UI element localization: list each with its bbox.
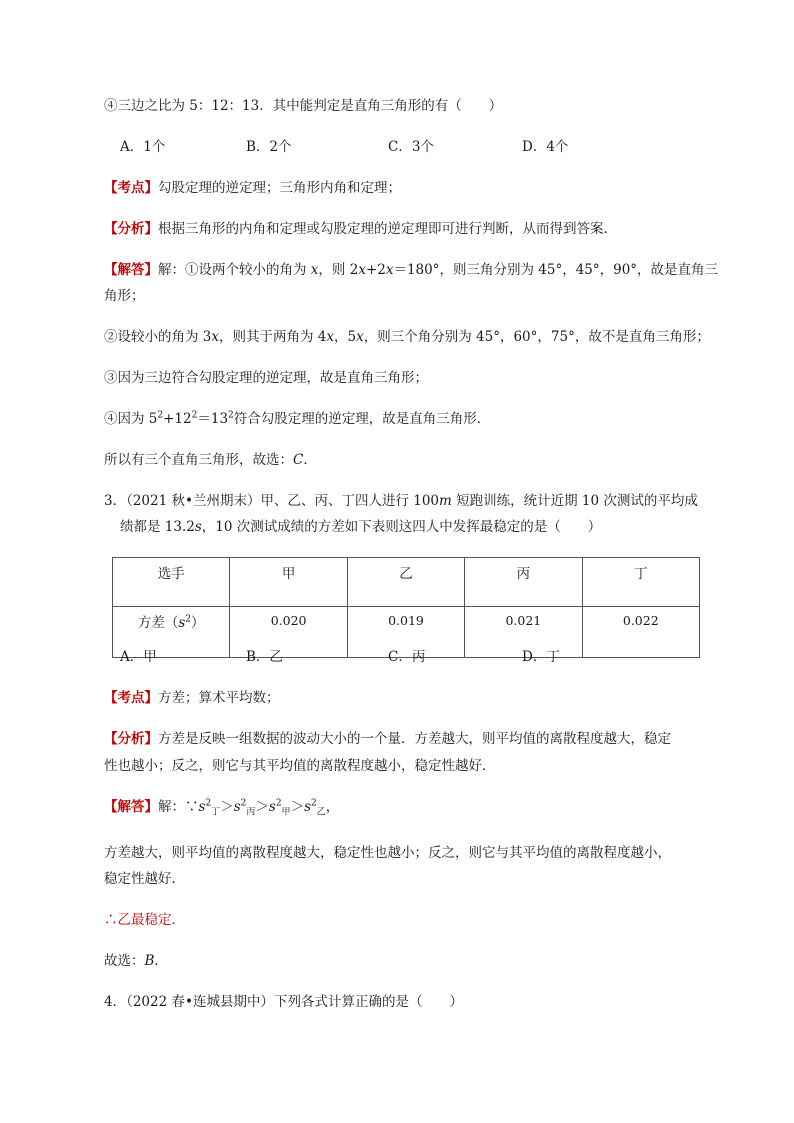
table-cell: 0.021: [465, 607, 582, 658]
stem-text: 绩都是 13.2: [120, 519, 195, 535]
var-s: s: [304, 799, 311, 815]
answer-text: ．: [154, 953, 168, 969]
q3-stem-line1: [104, 491, 698, 511]
gt-sign: ＞: [290, 799, 305, 815]
step-text: ，则其于两角为 4: [219, 329, 327, 345]
step-text: ＝13: [197, 411, 229, 427]
var-x: x: [310, 262, 319, 278]
step-text: ，则三个角分别为 45°，60°，75°，故不是直角三角形；: [363, 329, 710, 345]
jieda-text: +2: [365, 262, 386, 278]
fenxi-text: 根据三角形的内角和定理或勾股定理的逆定理即可进行判断，从而得到答案．: [158, 221, 617, 237]
table-cell: 0.019: [347, 607, 464, 658]
q2-fenxi: [104, 219, 617, 239]
q3-explanation-line2: 稳定性越好．: [104, 871, 185, 887]
row-label-text: 方差（: [137, 615, 179, 631]
gt-sign: ＞: [220, 799, 234, 815]
answer-letter: B: [144, 953, 155, 969]
q3-choice-a: A．甲: [120, 649, 157, 665]
subscript: 丙: [246, 807, 256, 818]
fenxi-text: 方差是反映一组数据的波动大小的一个量．方差越大，则平均值的离散程度越大，稳定: [158, 731, 671, 747]
subscript: 丁: [211, 807, 221, 818]
unit-m: m: [439, 493, 452, 509]
answer-text: 故选：: [104, 953, 145, 969]
table-cell: 0.020: [230, 607, 347, 658]
q2-jieda-line1: [104, 260, 718, 280]
step-text: ②设较小的角为 3: [104, 329, 212, 345]
table-cell: 0.022: [582, 607, 699, 658]
var-s: s: [233, 799, 241, 815]
jieda-text: 解：∵: [158, 799, 199, 815]
q3-jieda: [104, 797, 339, 817]
var-x: x: [385, 262, 394, 278]
q3-therefore: ∴乙最稳定．: [104, 912, 185, 928]
var-x: x: [326, 329, 335, 345]
step-text: ④因为 5: [104, 411, 158, 427]
kaodian-tag: 【考点】: [104, 180, 158, 196]
conclusion-text: 所以有三个直角三角形，故选：: [104, 452, 293, 468]
q2-kaodian: [104, 178, 401, 198]
q4-stem: 4．（2022 春•连城县期中）下列各式计算正确的是（ ）: [104, 994, 463, 1010]
q3-kaodian: [104, 688, 280, 708]
jieda-tag: 【解答】: [104, 799, 158, 815]
exponent: 2: [157, 410, 164, 421]
var-s: s: [198, 799, 206, 815]
jieda-text: ，则 2: [318, 262, 359, 278]
variance-table: [112, 557, 700, 658]
q2-step-3: ③因为三边符合勾股定理的逆定理，故是直角三角形；: [104, 370, 428, 386]
var-x: x: [358, 262, 366, 278]
exponent: 2: [311, 798, 317, 809]
q2-step-4: [104, 409, 490, 429]
kaodian-text: 方差；算术平均数；: [158, 690, 280, 706]
q2-choice-d: D．4个: [522, 139, 569, 155]
var-x: x: [356, 329, 364, 345]
subscript: 乙: [316, 807, 326, 818]
jieda-text: ，: [325, 799, 340, 815]
answer-letter: C: [293, 452, 304, 468]
row-label-text: ）: [191, 615, 205, 631]
stem-text: 短跑训练，统计近期 10 次测试的平均成: [451, 493, 698, 509]
table-header-row: [113, 558, 700, 607]
q2-choice-a: A．1个: [120, 139, 166, 155]
jieda-text: 解：①设两个较小的角为: [158, 262, 311, 278]
q3-choice-b: B．乙: [246, 649, 283, 665]
step-text: +12: [163, 411, 192, 427]
exponent: 2: [191, 410, 198, 421]
unit-s: s: [194, 519, 202, 535]
subscript: 甲: [281, 807, 291, 818]
q3-answer: [104, 951, 168, 971]
q2-choice-c: C．3个: [388, 139, 434, 155]
q2-conclusion: [104, 450, 317, 470]
q2-jieda-line2: 角形；: [104, 288, 145, 304]
table-header-cell: 乙: [347, 558, 464, 607]
jieda-text: ＝180°，则三角分别为 45°，45°，90°，故是直角三: [393, 262, 719, 278]
step-text: ，5: [334, 329, 357, 345]
fenxi-tag: 【分析】: [104, 731, 158, 747]
var-x: x: [211, 329, 220, 345]
kaodian-tag: 【考点】: [104, 690, 158, 706]
table-header-cell: 丙: [465, 558, 582, 607]
exponent: 2: [205, 798, 212, 809]
q3-explanation-line1: 方差越大，则平均值的离散程度越大，稳定性也越小；反之，则它与其平均值的离散程度越小，: [104, 845, 671, 861]
var-s: s: [268, 799, 276, 815]
exponent: 2: [185, 614, 192, 625]
q3-fenxi-line1: [104, 729, 671, 749]
q3-choice-c: C．丙: [388, 649, 426, 665]
exponent: 2: [240, 798, 247, 809]
q3-choice-d: D．丁: [522, 649, 560, 665]
q2-statement-4: ④三边之比为 5：12：13．其中能判定是直角三角形的有（ ）: [104, 98, 503, 114]
q2-choice-b: B．2个: [246, 139, 292, 155]
step-text: 符合勾股定理的逆定理，故是直角三角形．: [233, 411, 491, 427]
exponent: 2: [228, 410, 234, 421]
q3-fenxi-line2: 性也越小；反之，则它与其平均值的离散程度越小，稳定性越好．: [104, 758, 496, 774]
kaodian-text: 勾股定理的逆定理；三角形内角和定理；: [158, 180, 401, 196]
fenxi-tag: 【分析】: [104, 221, 158, 237]
exponent: 2: [275, 798, 282, 809]
var-s: s: [178, 615, 186, 631]
stem-text: 3．（2021 秋•兰州期末）甲、乙、丙、丁四人进行 100: [104, 493, 440, 509]
stem-text: ，10 次测试成绩的方差如下表则这四人中发挥最稳定的是（ ）: [201, 519, 602, 535]
table-header-cell: 丁: [582, 558, 699, 607]
gt-sign: ＞: [255, 799, 269, 815]
jieda-tag: 【解答】: [104, 262, 158, 278]
q2-step-2: [104, 327, 710, 347]
conclusion-text: ．: [303, 452, 317, 468]
table-header-cell: 甲: [230, 558, 347, 607]
q3-stem-line2: [120, 517, 601, 537]
table-header-cell: 选手: [113, 558, 230, 607]
